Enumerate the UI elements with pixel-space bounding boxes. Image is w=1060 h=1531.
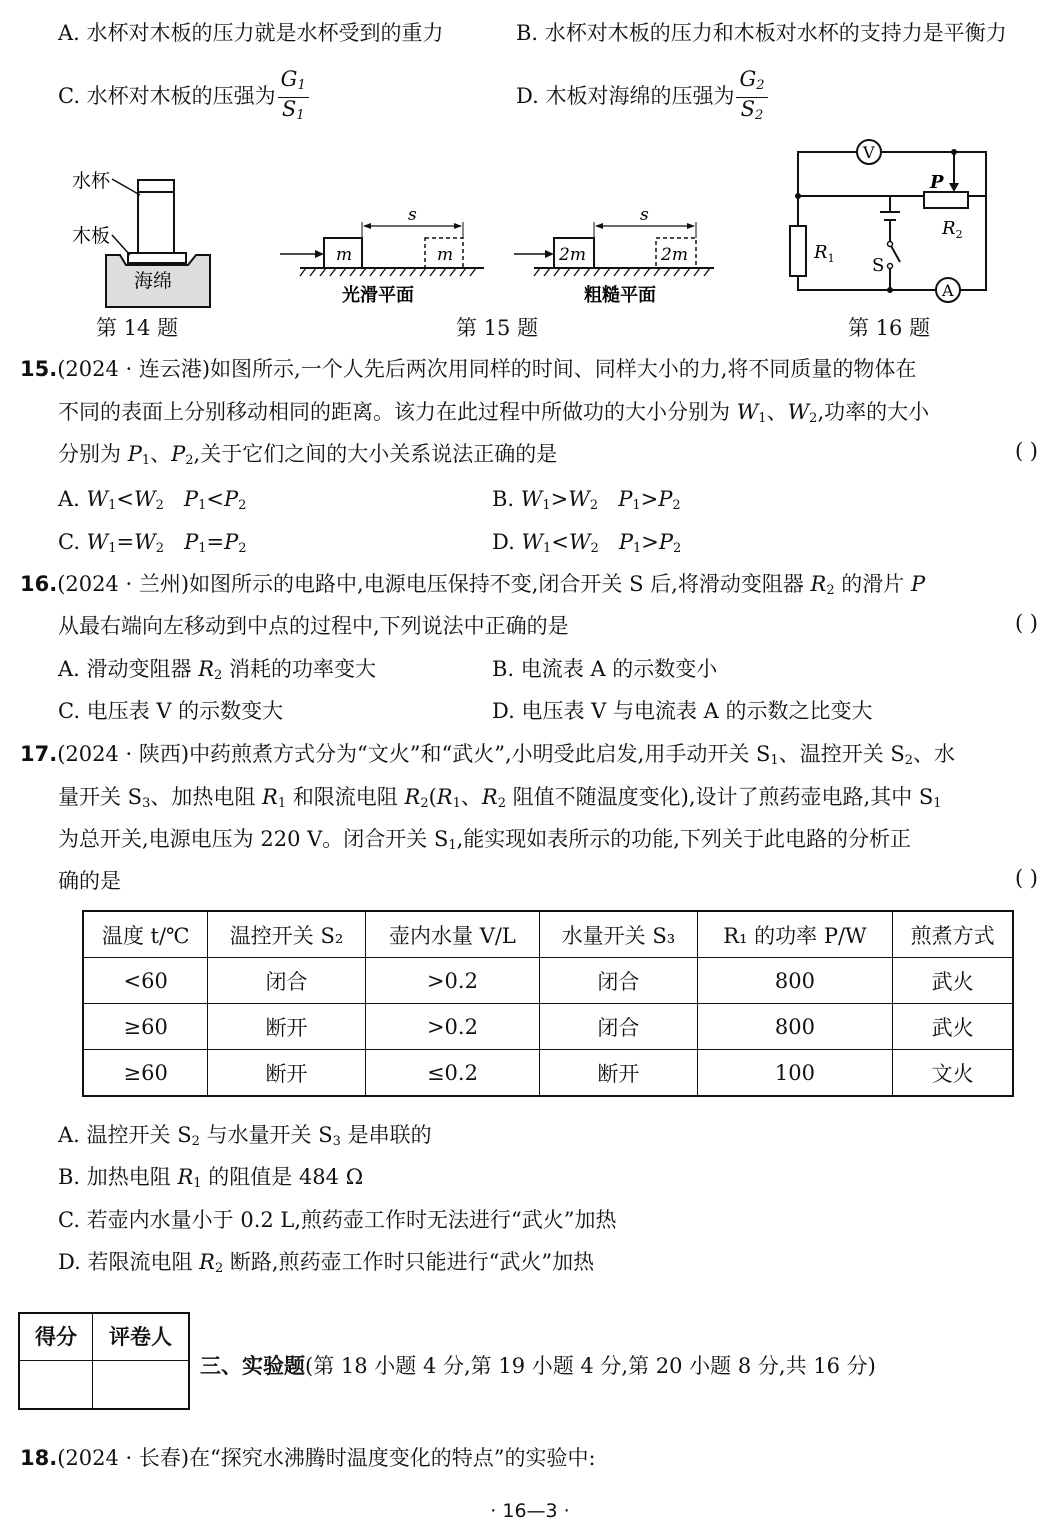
label-smooth: 光滑平面 bbox=[342, 285, 414, 306]
q17-line-4: 确的是 bbox=[58, 869, 121, 893]
q17-option-d: D. 若限流电阻 $R_2$ 断路,煎药壶工作时只能进行“武火”加热 bbox=[58, 1250, 595, 1276]
score-box bbox=[18, 1312, 190, 1410]
score-label: 得分 bbox=[20, 1314, 93, 1360]
label-m-dashed: m bbox=[437, 245, 454, 265]
figure-16 bbox=[784, 136, 994, 306]
q17-option-a: A. 温控开关 $S_2$ 与水量开关 $S_3$ 是串联的 bbox=[58, 1123, 432, 1149]
table-row bbox=[83, 958, 1013, 1004]
q15-option-a: A. $W_1<W_2$ $P_1<P_2$ bbox=[58, 487, 247, 513]
ammeter-label: A bbox=[942, 281, 954, 300]
table-row bbox=[83, 1004, 1013, 1050]
label-s-left: s bbox=[408, 205, 417, 225]
table-cell: 文火 bbox=[893, 1050, 1013, 1097]
fraction-g2-s2: $\frac{G_2}{S_2}$ bbox=[736, 68, 767, 127]
section-3-heading: 三、实验题(第 18 小题 4 分,第 19 小题 4 分,第 20 小题 8 分,共 16 分) bbox=[200, 1354, 876, 1378]
q17-table bbox=[82, 910, 1014, 1097]
table-cell: ≥60 bbox=[83, 1004, 208, 1050]
table-cell: 闭合 bbox=[540, 958, 697, 1004]
figure-15 bbox=[278, 200, 718, 310]
table-cell: 800 bbox=[697, 958, 893, 1004]
table-header-cell: 水量开关 S₃ bbox=[540, 911, 697, 958]
q14-option-d: D. 木板对海绵的压强为 $\frac{G_2}{S_2}$ bbox=[516, 68, 768, 127]
q16-line-2: 从最右端向左移动到中点的过程中,下列说法中正确的是 bbox=[58, 614, 569, 638]
page-number: · 16—3 · bbox=[490, 1500, 570, 1522]
table-header-cell: 温度 t/℃ bbox=[83, 911, 208, 958]
table-row bbox=[83, 1050, 1013, 1097]
q17-option-c: C. 若壶内水量小于 0.2 L,煎药壶工作时无法进行“武火”加热 bbox=[58, 1208, 617, 1232]
table-header-cell: 煎煮方式 bbox=[893, 911, 1013, 958]
label-m: m bbox=[336, 245, 353, 265]
table-cell: 800 bbox=[697, 1004, 893, 1050]
q17-line-3: 为总开关,电源电压为 220 V。闭合开关 $S_1$,能实现如表所示的功能,下列关于此电路的分析正 bbox=[58, 827, 911, 853]
table-cell: 100 bbox=[697, 1050, 893, 1097]
figure-16-caption: 第 16 题 bbox=[848, 316, 931, 340]
label-sponge: 海绵 bbox=[134, 270, 173, 292]
label-2m: 2m bbox=[559, 245, 586, 265]
table-cell: 闭合 bbox=[540, 1004, 697, 1050]
q16-option-d: D. 电压表 V 与电流表 A 的示数之比变大 bbox=[492, 699, 873, 723]
q15-option-c: C. $W_1=W_2$ $P_1=P_2$ bbox=[58, 530, 247, 556]
q15-line-2: 不同的表面上分别移动相同的距离。该力在此过程中所做功的大小分别为 $W_1$、$W_2$,功率的大小 bbox=[58, 400, 930, 426]
table-cell: 闭合 bbox=[208, 958, 365, 1004]
q17-option-b: B. 加热电阻 $R_1$ 的阻值是 484 Ω bbox=[58, 1165, 364, 1191]
figure-14 bbox=[60, 165, 230, 310]
q16-line-1: 16.(2024 · 兰州)如图所示的电路中,电源电压保持不变,闭合开关 S 后,将滑动变阻器 $R_2$ 的滑片 P bbox=[20, 572, 926, 598]
q15-answer-paren: ( ) bbox=[1014, 439, 1038, 463]
table-cell: 武火 bbox=[893, 1004, 1013, 1050]
grader-label: 评卷人 bbox=[109, 1325, 172, 1349]
q16-option-b: B. 电流表 A 的示数变小 bbox=[492, 657, 718, 681]
label-rough: 粗糙平面 bbox=[584, 285, 656, 306]
q17-line-2: 量开关 $S_3$、加热电阻 $R_1$ 和限流电阻 $R_2(R_1$、$R_2$ 阻值不随温度变化),设计了煎药壶电路,其中 $S_1$ bbox=[58, 785, 942, 811]
label-s-right: s bbox=[640, 205, 649, 225]
switch-s-label: S bbox=[872, 255, 885, 276]
q17-answer-paren: ( ) bbox=[1014, 866, 1038, 890]
table-cell: ≤0.2 bbox=[365, 1050, 540, 1097]
table-cell: 断开 bbox=[208, 1004, 365, 1050]
label-2m-dashed: 2m bbox=[661, 245, 688, 265]
table-cell: >0.2 bbox=[365, 958, 540, 1004]
voltmeter-label: V bbox=[863, 143, 875, 162]
fraction-g1-s1: $\frac{G_1}{S_1}$ bbox=[278, 68, 309, 127]
table-header-cell: 温控开关 S₂ bbox=[208, 911, 365, 958]
q17-line-1: 17.(2024 · 陕西)中药煎煮方式分为“文火”和“武火”,小明受此启发,用手动开关 $S_1$、温控开关 $S_2$、水 bbox=[20, 742, 956, 768]
figure-14-caption: 第 14 题 bbox=[96, 316, 179, 340]
q15-line-1: 15.(2024 · 连云港)如图所示,一个人先后两次用同样的时间、同样大小的力,将不同质量的物体在 bbox=[20, 357, 917, 381]
table-header-cell: 壶内水量 V/L bbox=[365, 911, 540, 958]
table-header-cell: R₁ 的功率 P/W bbox=[697, 911, 893, 958]
figure-15-caption: 第 15 题 bbox=[456, 316, 539, 340]
q14-option-c: C. 水杯对木板的压强为 $\frac{G_1}{S_1}$ bbox=[58, 68, 309, 127]
q14-option-a: A. 水杯对木板的压力就是水杯受到的重力 bbox=[58, 21, 444, 45]
label-board: 木板 bbox=[72, 225, 111, 247]
q15-option-b: B. $W_1>W_2$ $P_1>P_2$ bbox=[492, 487, 681, 513]
q15-line-3: 分别为 $P_1$、$P_2$,关于它们之间的大小关系说法正确的是 bbox=[58, 442, 558, 468]
r1-label: $R_1$ bbox=[814, 242, 835, 265]
q18-line-1: 18.(2024 · 长春)在“探究水沸腾时温度变化的特点”的实验中: bbox=[20, 1446, 596, 1470]
table-header-row bbox=[83, 911, 1013, 958]
table-cell: ≥60 bbox=[83, 1050, 208, 1097]
q16-answer-paren: ( ) bbox=[1014, 611, 1038, 635]
q15-option-d: D. $W_1<W_2$ $P_1>P_2$ bbox=[492, 530, 682, 556]
q16-option-c: C. 电压表 V 的示数变大 bbox=[58, 699, 284, 723]
q16-option-a: A. 滑动变阻器 $R_2$ 消耗的功率变大 bbox=[58, 657, 376, 683]
table-cell: 武火 bbox=[893, 958, 1013, 1004]
table-cell: <60 bbox=[83, 958, 208, 1004]
table-cell: 断开 bbox=[208, 1050, 365, 1097]
table-cell: >0.2 bbox=[365, 1004, 540, 1050]
label-cup: 水杯 bbox=[72, 170, 111, 192]
table-cell: 断开 bbox=[540, 1050, 697, 1097]
slider-p-label: P bbox=[930, 172, 944, 193]
r2-label: $R_2$ bbox=[942, 218, 963, 241]
q14-option-b: B. 水杯对木板的压力和木板对水杯的支持力是平衡力 bbox=[516, 21, 1007, 45]
